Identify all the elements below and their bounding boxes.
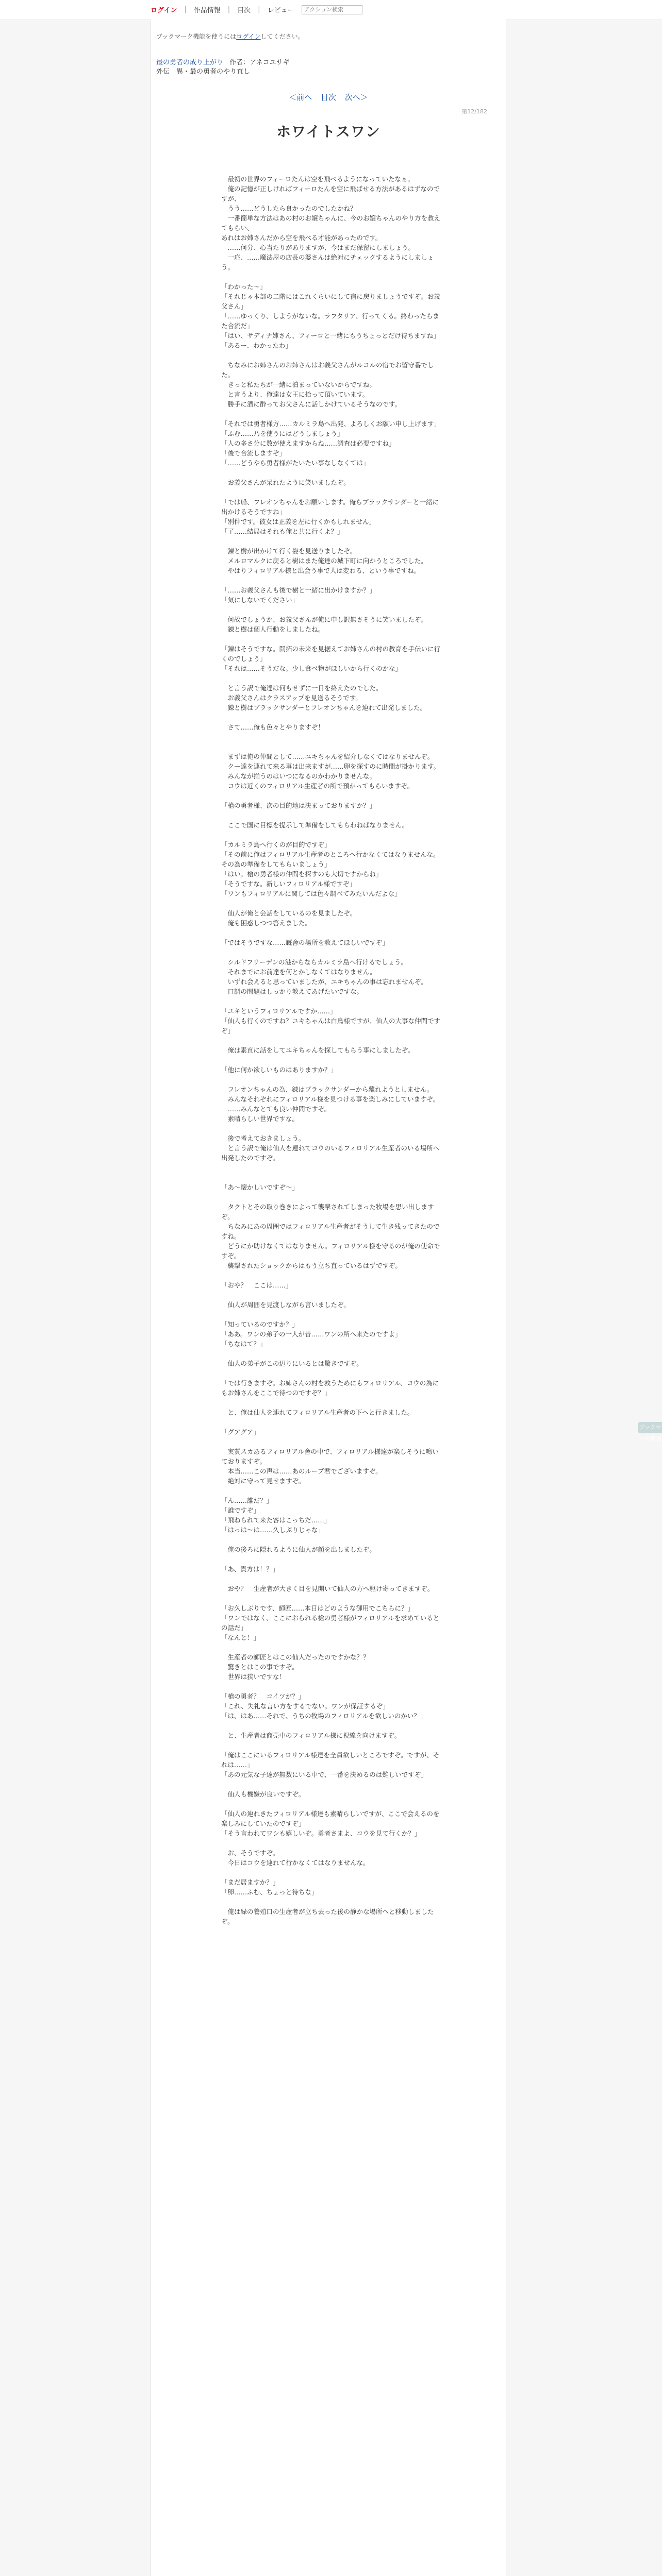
paragraph-spacer [221,1740,443,1750]
paragraph: 口調の問題はしっかり教えてあげたいですな。 [221,988,363,995]
paragraph: 「おや？ ここは……」 [221,1281,292,1289]
paragraph: あれはお姉さんだから空を飛べる才能があったのです。 [221,234,382,242]
paragraph-spacer [221,810,443,820]
paragraph: おや？ 生産者が大きく目を見開いて仙人の方へ駆け寄ってきますぞ。 [221,1585,434,1592]
paragraph: 「俺はここにいるフィロリアル様達を全員欲しいところですぞ。ですが、それは……」 [221,1751,440,1769]
paragraph: と、生産者は商売中のフィロリアル様に視線を向けますぞ。 [221,1732,401,1739]
paragraph: クー達を連れて来る事は出来ますが……卵を探すのに時間が掛かります。 [221,762,440,770]
series-title-link[interactable]: 最の勇者の成り上がり [156,59,224,66]
paragraph-spacer [221,947,443,957]
paragraph: みんなそれぞれにフィロリアル様を見つける事を楽しみにしていますぞ。 [221,1095,440,1103]
top-navigation-bar [0,0,662,20]
paragraph-spacer [221,1535,443,1545]
login-notice [156,32,304,41]
paragraph-spacer [221,1594,443,1603]
search-input[interactable] [302,5,362,14]
paragraph: 「あ～懐かしいですぞ～」 [221,1183,299,1191]
paragraph-spacer [221,1036,443,1045]
paragraph: 「了……結局はそれも俺と共に行くよ？」 [221,528,344,535]
paragraph: いずれ会えると思っていましたが、ユキちゃんの事は忘れませんぞ。 [221,978,427,986]
top-navigation-links [151,5,362,14]
paragraph: 「……どうやら勇者様がたいたい事なしなくては」 [221,459,370,467]
paragraph: 「卵……ふむ、ちょっと待ちな」 [221,1888,318,1896]
paragraph: 「ではそうですな……厩舎の場所を教えてほしいですぞ」 [221,939,389,946]
author-name: 作者：アネコユサギ [229,59,290,66]
paragraph-spacer [221,1349,443,1359]
paragraph-spacer [221,713,443,722]
review-link[interactable]: レビュー [267,7,294,14]
paragraph-spacer [221,1897,443,1907]
pager-top [151,92,506,103]
paragraph: 「別件です。彼女は正義を左に行くかもしれません」 [221,518,376,526]
paragraph: 「はっは～は……久しぶりじゃな」 [221,1526,325,1534]
paragraph: 最初の世界のフィーロたんは空を飛べるようになっていたなぁ。 [221,175,415,183]
paragraph: 錬と樹が出かけて行く姿を見送りましたぞ。 [221,547,357,555]
paragraph: 「あ、貴方は！？」 [221,1565,279,1573]
paragraph: 錬と樹は個人行動をしましたね。 [221,625,325,633]
paragraph-spacer [221,1721,443,1731]
paragraph-spacer [221,634,443,644]
paragraph: 「その前に俺はフィロリアル生産者のところへ行かなくてはなりませんな。 [221,851,440,858]
paragraph: 俺は緑の養殖口の生産者が立ち去った後の静かな場所へと移動しましたぞ。 [221,1908,434,1925]
paragraph: お義父さんが呆れたように笑いましたぞ。 [221,479,350,486]
paragraph: 「まだ居ますか？」 [221,1878,279,1886]
paragraph-spacer [221,732,443,742]
notice-suffix: してください。 [260,33,304,40]
paragraph: ちなみにあの周囲ではフィロリアル生産者がそうして生き残ってきたのですね。 [221,1223,440,1240]
paragraph-spacer [221,1270,443,1280]
paragraph: 「仙人の連れきたフィロリアル様達も素晴らしいですが、ここで会えるのを楽しみにしていたのですぞ」 [221,1810,440,1827]
paragraph-spacer [221,830,443,840]
paragraph-spacer [221,899,443,908]
paragraph-spacer [221,1642,443,1652]
paragraph: シルドフリーデンの港からならカルミラ島へ行けるでしょう。 [221,958,407,966]
paragraph: まずは俺の仲間として……ユキちゃんを紹介しなくてはなりませんぞ。 [221,753,434,760]
paragraph: 今日はコウを連れて行かなくてはなりませんな。 [221,1859,370,1867]
paragraph-spacer [221,1290,443,1300]
paragraph-spacer [221,1398,443,1408]
paragraph-spacer [221,1838,443,1848]
paragraph-spacer [221,575,443,585]
paragraph: うう……どうしたら良かったのでしたかね？ [221,205,357,212]
paragraph: 「槍の勇者様、次の目的地は決まっておりますか？」 [221,802,376,809]
chapter-path: 外伝 異・最の勇者のやり直し [156,68,251,76]
paragraph-spacer [221,1486,443,1496]
paragraph: と言うより、俺達は女王に拾って頂いています。 [221,391,369,398]
paragraph: 「仙人も行くのですね？ユキちゃんは白鳥様ですが、仙人の大事な仲間ですぞ」 [221,1017,441,1035]
paragraph: 世界は狭いですな！ [221,1673,286,1681]
paragraph: 後で考えておきましょう。 [221,1134,305,1142]
paragraph: 何故でしょうか、お義父さんが俺に申し訳無さそうに笑いましたぞ。 [221,616,427,623]
paragraph: 「気にしないでください」 [221,596,299,604]
paragraph-spacer [221,1075,443,1084]
paragraph: 「それは……そうだな。少し食べ物がほしいから行くのかな」 [221,665,402,672]
paragraph: 襲撃されたショックからはもう立ち直っているはずですぞ。 [221,1262,402,1269]
paragraph: 「ちなはて？」 [221,1340,267,1348]
paragraph: 実質スカあるフィロリアル舎の中で、フィロリアル様達が楽しそうに鳴いておりますぞ。 [221,1448,439,1465]
paragraph: 「そう言われてワシも嬉しいぞ。勇者さまよ、コウを見て行くか？」 [221,1829,421,1837]
paragraph: 「お久しぶりです、師匠……本日はどのような御用でこちらに？」 [221,1604,415,1612]
paragraph-spacer [221,605,443,615]
paragraph-spacer [221,1124,443,1133]
paragraph: フレオンちゃんの為、錬はブラックサンダーから離れようとしません。 [221,1086,434,1093]
paragraph: 「槍の勇者？ コイツが？」 [221,1692,305,1700]
paragraph: 仙人も機嫌が良いですぞ。 [221,1790,305,1798]
paragraph: 「では行きますぞ。お姉さんの村を救うためにもフィロリアル、コウの為にもお姉さんをここで待つのですぞ？」 [221,1379,439,1397]
paragraph: それまでにお前達を何とかしなくてはなりません。 [221,968,376,976]
paragraph-spacer [221,791,443,801]
paragraph: と言う訳で俺は仙人を連れてコウのいるフィロリアル生産者のいる場所へ出発したのですぞ。 [221,1144,440,1162]
paragraph: タクトとその取り巻きによって襲撃されてしまった牧場を思い出しますぞ。 [221,1203,434,1221]
paragraph: やはりフィロリアル様と出会う事で人は変わる、という事ですね。 [221,567,421,574]
paragraph-spacer [221,1055,443,1065]
paragraph: 俺の後ろに隠れるように仙人が顔を出しましたぞ。 [221,1546,376,1553]
paragraph: 「それでは勇者様方……カルミラ島へ出発、よろしくお願い申し上げます」 [221,420,441,428]
paragraph: お義父さんはクラスアップを見送るそうです。 [221,694,362,702]
paragraph: その為の準備をしてもらいましょう」 [221,860,331,868]
paragraph: と言う訳で俺達は何もせずに一日を終えたのでした。 [221,684,383,692]
paragraph-spacer [221,996,443,1006]
paragraph: 素晴らしい世界ですな。 [221,1115,299,1123]
paragraph: 「ユキというフィロリアルですか……」 [221,1007,337,1015]
paragraph-spacer [221,673,443,683]
paragraph-spacer [221,1192,443,1202]
paragraph: 「はい。槍の勇者様の仲間を探すのも大切ですからね」 [221,870,383,878]
paragraph: 「ん……誰だ？」 [221,1497,273,1504]
paragraph: 「誰ですぞ」 [221,1506,260,1514]
paragraph: 「後で合流しますぞ」 [221,449,286,457]
paragraph: 「ワンではなく、ここにおられる槍の勇者様がフィロリアルを求めているとの話だ」 [221,1614,440,1632]
paragraph-spacer [221,1417,443,1427]
paragraph-spacer [221,350,443,360]
paragraph: 一応、……魔法屋の店長の婆さんは絶対にチェックするようにしましょう。 [221,253,434,271]
paragraph: 驚きとはこの事ですぞ。 [221,1663,299,1671]
paragraph: 「飛ねられて来た客はこっちだ……」 [221,1516,331,1524]
divider: | [184,6,187,13]
next-page-link[interactable]: 次へ＞ [344,93,368,102]
paragraph-spacer [221,1682,443,1691]
bookmark-add-button[interactable]: ブックマーク追加 [638,1422,662,1433]
paragraph: 「それじゃ本部の二階にはこれくらいにして宿に戻りましょうですぞ。お義父さん」 [221,293,440,310]
paragraph: 「……ゆっくり、しようがないな。ラフタリア、行ってくる。終わったらまた合流だ」 [221,312,439,330]
paragraph: 「これ、失礼な言い方をするでない。ワンが保証するぞ」 [221,1702,389,1710]
paragraph: 「……お義父さんも後で樹と一緒に出かけますか？」 [221,586,376,594]
paragraph: 「他に何か欲しいものはありますか？」 [221,1066,338,1074]
paragraph-spacer [221,272,443,282]
paragraph-spacer [221,1368,443,1378]
page-number: 第12/182 [461,108,487,115]
paragraph: 「なんと！」 [221,1634,260,1641]
paragraph: 勝手に酒に酔ってお父さんに話しかけているそうなのです。 [221,400,402,408]
paragraph-spacer [221,468,443,478]
paragraph-spacer [221,928,443,938]
series-title-row [156,57,290,66]
paragraph: 俺も困惑しつつ答えました。 [221,919,312,927]
paragraph: 「あの元気な子達が無数にいる中で、一番を決めるのは難しいですぞ」 [221,1771,427,1778]
paragraph: 俺は素直に話をしてユキちゃんを探してもらう事にしましたぞ。 [221,1046,415,1054]
paragraph: 「は、はあ……それで、うちの牧場のフィロリアルを欲しいのかい？」 [221,1712,427,1720]
paragraph: 「わかった～」 [221,283,267,291]
paragraph: 「はい、サディナ姉さん、フィーロと一緒にもうちょっとだけ待ちますね」 [221,332,440,340]
paragraph: メルロマルクに戻ると樹はまた俺達の城下町に向かうところでした。 [221,557,427,565]
paragraph: 「では船、フレオンちゃんをお願いします。俺らブラックサンダーと一緒に出かけるそうですね」 [221,498,439,516]
paragraph-spacer [221,1799,443,1809]
contents-link[interactable]: 目次 [320,93,336,102]
paragraph: ここで国に目標を提示して準備をしてもらわねばなりません。 [221,821,409,829]
paragraph-spacer [221,1868,443,1877]
paragraph: 生産者の師匠とはこの仙人だったのですかな？？ [221,1653,370,1661]
paragraph: ……みんなとても良い仲間ですぞ。 [221,1105,331,1113]
paragraph-spacer [221,1780,443,1789]
paragraph: と、俺は仙人を連れてフィロリアル生産者の下へと行きました。 [221,1409,414,1416]
chapter-title: ホワイトスワン [276,123,380,140]
paragraph-spacer [221,487,443,497]
paragraph-spacer [221,1310,443,1319]
paragraph: 「あるー、わかったわ」 [221,342,292,349]
paragraph: 「ああ。ワンの弟子の一人が昔……ワンの所へ来たのですよ」 [221,1330,402,1338]
table-of-contents-link[interactable]: 目次 [237,7,251,14]
paragraph-spacer [221,1574,443,1584]
paragraph: 一番簡単な方法はあの村のお嬢ちゃんに、今のお嬢ちゃんのやり方を教えてもらい、 [221,214,441,232]
divider: | [227,6,230,13]
paragraph: 「ふむ……乃を使うにはどうしましょう」 [221,430,344,437]
paragraph: 「ワンもフィロリアルに関しては色々調べてみたいんだよな」 [221,890,401,897]
notice-prefix: ブックマーク機能を使うには [156,33,237,40]
paragraph: 「カルミラ島へ行くのが目的ですぞ」 [221,841,331,849]
paragraph-spacer [221,1437,443,1447]
novel-body [221,174,443,1926]
paragraph: 仙人が俺と会話をしているのを見ましたぞ。 [221,909,357,917]
paragraph: 「グアグア」 [221,1428,260,1436]
paragraph: 本当……この声は……あのルーブ君でございますぞ。 [221,1467,382,1475]
paragraph-spacer [221,1554,443,1564]
paragraph-spacer [221,1173,443,1182]
login-link[interactable]: ログイン [151,7,177,14]
notice-login-link[interactable]: ログイン [236,33,261,40]
paragraph: ちなみにお姉さんのお姉さんはお義父さんがルコルの宿でお留守番でした。 [221,361,434,379]
divider: | [258,6,260,13]
paragraph-spacer [221,1163,443,1173]
paragraph: きっと私たちが一緒に泊まっていないからですね。 [221,381,376,388]
paragraph: どうにか助けなくてはなりません。フィロリアル様を守るのが俺の使命ですぞ。 [221,1242,440,1260]
paragraph-spacer [221,742,443,752]
paragraph: 仙人が周囲を見渡しながら言いましたぞ。 [221,1301,350,1309]
paragraph: 絶対に守って見せますぞ。 [221,1477,305,1485]
paragraph: 「知っているのですか？」 [221,1320,299,1328]
paragraph: 「そうですな。新しいフィロリアル様ですぞ」 [221,880,356,888]
paragraph: 俺の記憶が正しければフィーロたんを空に飛ばせる方法があるはずなのですが、 [221,185,440,202]
works-info-link[interactable]: 作品情報 [193,7,221,14]
paragraph: さて……俺も色々とやりますぞ！ [221,723,325,731]
paragraph: 錬と樹はブラックサンダーとフレオンちゃんを連れて出発しました。 [221,704,427,711]
paragraph: コウは近くのフィロリアル生産者の所で預かってもらいますぞ。 [221,782,414,790]
paragraph: 仙人の弟子がこの辺りにいるとは驚きですぞ。 [221,1360,363,1367]
paragraph: みんなが揃うのはいつになるのかわかりませんな。 [221,772,376,780]
paragraph-spacer [221,409,443,419]
paragraph: お、そうですぞ。 [221,1849,279,1857]
previous-page-link[interactable]: ＜前へ [289,93,312,102]
paragraph: 「人の多さ分に数が使えますからね……調査は必要ですね」 [221,439,395,447]
paragraph-spacer [221,536,443,546]
paragraph: 「錬はそうですな。開拓の未来を見据えてお姉さんの村の教育を手伝いに行くのでしょう」 [221,645,441,663]
novel-page [151,20,506,2576]
paragraph: ……何分、心当たりがありますが、今はまだ保留にしましょう。 [221,244,415,251]
